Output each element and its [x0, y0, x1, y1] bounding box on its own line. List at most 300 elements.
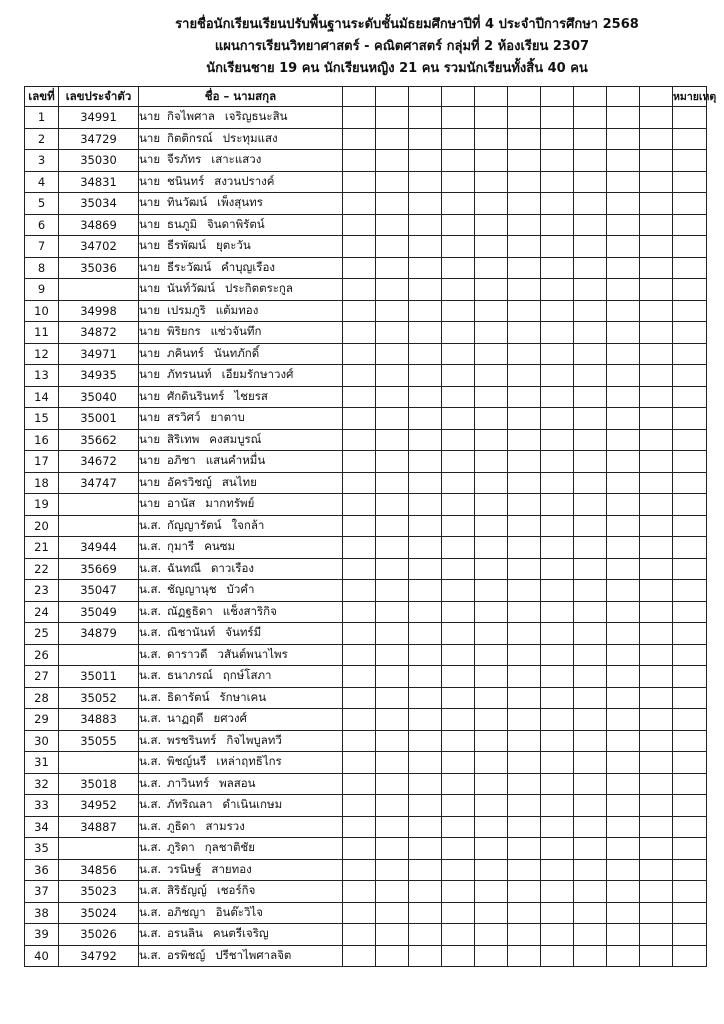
name-prefix: น.ส.: [139, 560, 162, 575]
remark-cell: [673, 601, 707, 623]
blank-cell: [475, 601, 508, 623]
student-name: [139, 752, 343, 774]
student-id: 34747: [59, 472, 139, 494]
blank-cell: [607, 257, 640, 279]
blank-cell: [343, 150, 376, 172]
student-name: [139, 150, 343, 172]
blank-cell: [541, 752, 574, 774]
blank-cell: [508, 343, 541, 365]
blank-cell: [508, 515, 541, 537]
blank-cell: [640, 365, 673, 387]
blank-cell: [343, 623, 376, 645]
blank-cell: [343, 945, 376, 967]
blank-cell: [574, 730, 607, 752]
blank-cell: [343, 924, 376, 946]
blank-cell: [376, 859, 409, 881]
remark-cell: [673, 279, 707, 301]
blank-cell: [475, 859, 508, 881]
remark-cell: [673, 236, 707, 258]
remark-cell: [673, 429, 707, 451]
blank-cell: [607, 601, 640, 623]
blank-cell: [640, 429, 673, 451]
table-row: [25, 902, 707, 924]
blank-cell: [409, 666, 442, 688]
row-number: 24: [25, 601, 59, 623]
blank-cell: [574, 236, 607, 258]
blank-cell: [574, 128, 607, 150]
blank-cell: [475, 322, 508, 344]
blank-cell: [607, 881, 640, 903]
blank-cell: [508, 816, 541, 838]
blank-cell: [442, 408, 475, 430]
first-name: ณิชานันท์: [167, 625, 216, 640]
blank-cell: [343, 687, 376, 709]
blank-cell: [574, 214, 607, 236]
blank-cell: [442, 859, 475, 881]
table-row: [25, 472, 707, 494]
blank-cell: [343, 752, 376, 774]
blank-cell: [343, 859, 376, 881]
blank-cell: [475, 429, 508, 451]
table-row: [25, 924, 707, 946]
blank-cell: [475, 128, 508, 150]
blank-cell: [607, 623, 640, 645]
remark-cell: [673, 623, 707, 645]
blank-cell: [343, 300, 376, 322]
blank-cell: [442, 730, 475, 752]
blank-cell: [541, 322, 574, 344]
blank-cell: [343, 429, 376, 451]
name-prefix: นาย: [139, 238, 161, 253]
student-id: 35055: [59, 730, 139, 752]
row-number: 30: [25, 730, 59, 752]
last-name: ประทุมแสง: [222, 130, 278, 145]
blank-cell: [607, 494, 640, 516]
last-name: มากทรัพย์: [205, 496, 255, 511]
blank-cell: [508, 386, 541, 408]
blank-column-header: [475, 87, 508, 107]
blank-cell: [574, 300, 607, 322]
blank-cell: [376, 214, 409, 236]
blank-cell: [376, 386, 409, 408]
student-id: 34883: [59, 709, 139, 731]
blank-cell: [574, 386, 607, 408]
blank-cell: [409, 171, 442, 193]
blank-cell: [508, 451, 541, 473]
first-name: สิริธัญญ์: [167, 883, 207, 898]
student-name: [139, 709, 343, 731]
blank-cell: [541, 601, 574, 623]
blank-cell: [343, 816, 376, 838]
blank-cell: [376, 881, 409, 903]
last-name: แสนคำหมื่น: [205, 453, 266, 468]
blank-cell: [376, 580, 409, 602]
blank-cell: [541, 816, 574, 838]
blank-cell: [607, 644, 640, 666]
blank-cell: [475, 773, 508, 795]
first-name: ชนินทร์: [167, 173, 205, 188]
blank-cell: [442, 644, 475, 666]
blank-cell: [442, 257, 475, 279]
student-id: 34887: [59, 816, 139, 838]
name-prefix: น.ส.: [139, 947, 162, 962]
last-name: คงสมบูรณ์: [209, 431, 262, 446]
last-name: จันทร์มี: [225, 625, 262, 640]
last-name: กิจไพบูลทวี: [226, 732, 282, 747]
blank-cell: [574, 494, 607, 516]
blank-cell: [475, 666, 508, 688]
first-name: พิริยกร: [167, 324, 201, 339]
student-name: [139, 623, 343, 645]
blank-cell: [574, 924, 607, 946]
remark-cell: [673, 730, 707, 752]
table-row: [25, 451, 707, 473]
blank-cell: [640, 644, 673, 666]
name-prefix: นาย: [139, 281, 161, 296]
blank-cell: [409, 924, 442, 946]
blank-cell: [376, 752, 409, 774]
student-name: [139, 279, 343, 301]
student-name: [139, 429, 343, 451]
student-id: 34856: [59, 859, 139, 881]
blank-cell: [343, 795, 376, 817]
blank-cell: [343, 128, 376, 150]
blank-cell: [640, 257, 673, 279]
blank-cell: [607, 773, 640, 795]
blank-cell: [508, 924, 541, 946]
blank-cell: [640, 558, 673, 580]
blank-cell: [376, 365, 409, 387]
blank-cell: [376, 193, 409, 215]
last-name: เหล่าฤทธิไกร: [216, 754, 282, 769]
name-prefix: น.ส.: [139, 818, 162, 833]
blank-cell: [475, 580, 508, 602]
blank-cell: [376, 472, 409, 494]
blank-cell: [640, 472, 673, 494]
first-name: พิชญ์นรี: [167, 754, 207, 769]
remark-cell: [673, 709, 707, 731]
blank-cell: [376, 257, 409, 279]
first-name: กุมารี: [167, 539, 195, 554]
last-name: กุลชาติชัย: [204, 840, 255, 855]
blank-cell: [541, 558, 574, 580]
blank-cell: [640, 236, 673, 258]
table-row: [25, 580, 707, 602]
blank-column-header: [508, 87, 541, 107]
first-name: ธีระวัฒน์: [167, 259, 212, 274]
blank-cell: [640, 515, 673, 537]
blank-cell: [409, 322, 442, 344]
blank-cell: [574, 558, 607, 580]
last-name: เพ็งสุนทร: [217, 195, 263, 210]
blank-cell: [607, 924, 640, 946]
student-id: 34998: [59, 300, 139, 322]
column-header-remark: หมายเหตุ: [673, 87, 707, 107]
blank-cell: [508, 214, 541, 236]
blank-cell: [508, 150, 541, 172]
blank-cell: [574, 881, 607, 903]
blank-cell: [574, 365, 607, 387]
student-id: 34971: [59, 343, 139, 365]
blank-column-header: [541, 87, 574, 107]
blank-cell: [475, 472, 508, 494]
row-number: 38: [25, 902, 59, 924]
remark-cell: [673, 924, 707, 946]
blank-cell: [508, 601, 541, 623]
first-name: กิตติกรณ์: [167, 130, 213, 145]
last-name: แซ่วจันทึก: [210, 324, 262, 339]
blank-cell: [442, 902, 475, 924]
blank-cell: [343, 644, 376, 666]
blank-cell: [607, 386, 640, 408]
row-number: 35: [25, 838, 59, 860]
blank-cell: [343, 773, 376, 795]
remark-cell: [673, 322, 707, 344]
blank-cell: [442, 343, 475, 365]
student-name: [139, 838, 343, 860]
blank-cell: [541, 859, 574, 881]
name-prefix: นาย: [139, 410, 161, 425]
student-id: 35018: [59, 773, 139, 795]
table-row: [25, 107, 707, 129]
blank-cell: [475, 365, 508, 387]
name-prefix: น.ส.: [139, 603, 162, 618]
first-name: พรชรินทร์: [167, 732, 217, 747]
blank-cell: [376, 408, 409, 430]
blank-cell: [442, 214, 475, 236]
student-name: [139, 945, 343, 967]
blank-cell: [442, 537, 475, 559]
blank-cell: [574, 537, 607, 559]
student-id: 34729: [59, 128, 139, 150]
blank-cell: [607, 365, 640, 387]
last-name: คนตรีเจริญ: [212, 926, 269, 941]
row-number: 3: [25, 150, 59, 172]
blank-cell: [574, 171, 607, 193]
blank-cell: [376, 709, 409, 731]
blank-cell: [508, 193, 541, 215]
blank-cell: [343, 537, 376, 559]
blank-cell: [541, 171, 574, 193]
blank-cell: [442, 386, 475, 408]
name-prefix: นาย: [139, 302, 161, 317]
blank-cell: [442, 709, 475, 731]
remark-cell: [673, 150, 707, 172]
blank-cell: [607, 838, 640, 860]
student-name: [139, 300, 343, 322]
blank-cell: [508, 300, 541, 322]
table-row: [25, 322, 707, 344]
blank-cell: [508, 752, 541, 774]
table-row: [25, 150, 707, 172]
blank-cell: [376, 429, 409, 451]
remark-cell: [673, 644, 707, 666]
blank-cell: [343, 279, 376, 301]
blank-cell: [574, 902, 607, 924]
row-number: 36: [25, 859, 59, 881]
blank-cell: [343, 322, 376, 344]
student-id: 34991: [59, 107, 139, 129]
blank-cell: [508, 107, 541, 129]
blank-cell: [409, 945, 442, 967]
last-name: เจริญธนะสิน: [224, 109, 288, 124]
remark-cell: [673, 773, 707, 795]
table-row: [25, 365, 707, 387]
remark-cell: [673, 128, 707, 150]
blank-cell: [508, 666, 541, 688]
blank-cell: [376, 773, 409, 795]
blank-cell: [607, 945, 640, 967]
row-number: 34: [25, 816, 59, 838]
blank-cell: [376, 494, 409, 516]
name-prefix: น.ส.: [139, 904, 162, 919]
last-name: นันทภักดิ์: [213, 345, 260, 360]
blank-cell: [640, 881, 673, 903]
blank-cell: [442, 816, 475, 838]
row-number: 28: [25, 687, 59, 709]
name-prefix: น.ส.: [139, 861, 162, 876]
student-name: [139, 193, 343, 215]
blank-cell: [409, 537, 442, 559]
blank-cell: [607, 128, 640, 150]
blank-cell: [508, 558, 541, 580]
blank-cell: [442, 128, 475, 150]
last-name: ยุตะวัน: [216, 238, 251, 253]
row-number: 25: [25, 623, 59, 645]
blank-cell: [574, 838, 607, 860]
row-number: 6: [25, 214, 59, 236]
blank-cell: [607, 279, 640, 301]
table-row: [25, 300, 707, 322]
first-name: ภคินทร์: [167, 345, 204, 360]
student-name: [139, 580, 343, 602]
student-id: 35036: [59, 257, 139, 279]
name-prefix: นาย: [139, 195, 161, 210]
name-prefix: น.ส.: [139, 625, 162, 640]
blank-cell: [475, 451, 508, 473]
blank-cell: [409, 709, 442, 731]
table-row: [25, 214, 707, 236]
blank-cell: [574, 795, 607, 817]
remark-cell: [673, 687, 707, 709]
blank-cell: [607, 451, 640, 473]
table-row: [25, 128, 707, 150]
blank-cell: [508, 365, 541, 387]
blank-cell: [376, 902, 409, 924]
student-name: [139, 171, 343, 193]
blank-cell: [442, 945, 475, 967]
blank-cell: [343, 558, 376, 580]
blank-cell: [541, 128, 574, 150]
blank-cell: [607, 859, 640, 881]
blank-cell: [409, 107, 442, 129]
blank-cell: [607, 902, 640, 924]
student-name: [139, 128, 343, 150]
blank-cell: [640, 902, 673, 924]
blank-cell: [541, 408, 574, 430]
blank-cell: [409, 580, 442, 602]
blank-cell: [409, 386, 442, 408]
blank-cell: [541, 300, 574, 322]
blank-cell: [475, 924, 508, 946]
last-name: ยาตาบ: [210, 410, 245, 425]
last-name: ดำเนินเกษม: [222, 797, 283, 812]
blank-cell: [640, 945, 673, 967]
blank-cell: [574, 816, 607, 838]
blank-cell: [475, 300, 508, 322]
blank-cell: [574, 687, 607, 709]
blank-cell: [541, 236, 574, 258]
table-row: [25, 709, 707, 731]
student-id: 35011: [59, 666, 139, 688]
blank-cell: [508, 881, 541, 903]
blank-cell: [640, 709, 673, 731]
blank-cell: [376, 924, 409, 946]
student-name: [139, 537, 343, 559]
student-id: [59, 752, 139, 774]
table-row: [25, 343, 707, 365]
blank-cell: [475, 107, 508, 129]
student-id: 34935: [59, 365, 139, 387]
name-prefix: น.ส.: [139, 775, 162, 790]
first-name: อรนลิน: [167, 926, 203, 941]
blank-cell: [541, 214, 574, 236]
blank-cell: [343, 257, 376, 279]
blank-cell: [376, 343, 409, 365]
blank-cell: [442, 687, 475, 709]
blank-cell: [607, 472, 640, 494]
blank-cell: [508, 171, 541, 193]
blank-cell: [574, 451, 607, 473]
blank-cell: [376, 537, 409, 559]
blank-cell: [541, 795, 574, 817]
name-prefix: นาย: [139, 453, 161, 468]
student-id: 35669: [59, 558, 139, 580]
blank-cell: [376, 515, 409, 537]
row-number: 1: [25, 107, 59, 129]
blank-cell: [574, 429, 607, 451]
row-number: 19: [25, 494, 59, 516]
blank-cell: [541, 881, 574, 903]
last-name: เสาะแสวง: [211, 152, 262, 167]
first-name: ธิดารัตน์: [167, 689, 210, 704]
blank-cell: [442, 838, 475, 860]
blank-cell: [343, 343, 376, 365]
blank-cell: [574, 322, 607, 344]
table-row: [25, 816, 707, 838]
blank-cell: [475, 171, 508, 193]
remark-cell: [673, 193, 707, 215]
remark-cell: [673, 365, 707, 387]
blank-cell: [343, 515, 376, 537]
row-number: 17: [25, 451, 59, 473]
student-name: [139, 214, 343, 236]
blank-cell: [376, 171, 409, 193]
row-number: 11: [25, 322, 59, 344]
blank-cell: [442, 429, 475, 451]
blank-cell: [475, 257, 508, 279]
table-row: [25, 558, 707, 580]
last-name: รักษาเคน: [219, 689, 267, 704]
remark-cell: [673, 343, 707, 365]
blank-cell: [640, 451, 673, 473]
blank-cell: [508, 279, 541, 301]
student-id: 35026: [59, 924, 139, 946]
student-name: [139, 494, 343, 516]
blank-cell: [343, 193, 376, 215]
blank-cell: [607, 300, 640, 322]
table-row: [25, 881, 707, 903]
